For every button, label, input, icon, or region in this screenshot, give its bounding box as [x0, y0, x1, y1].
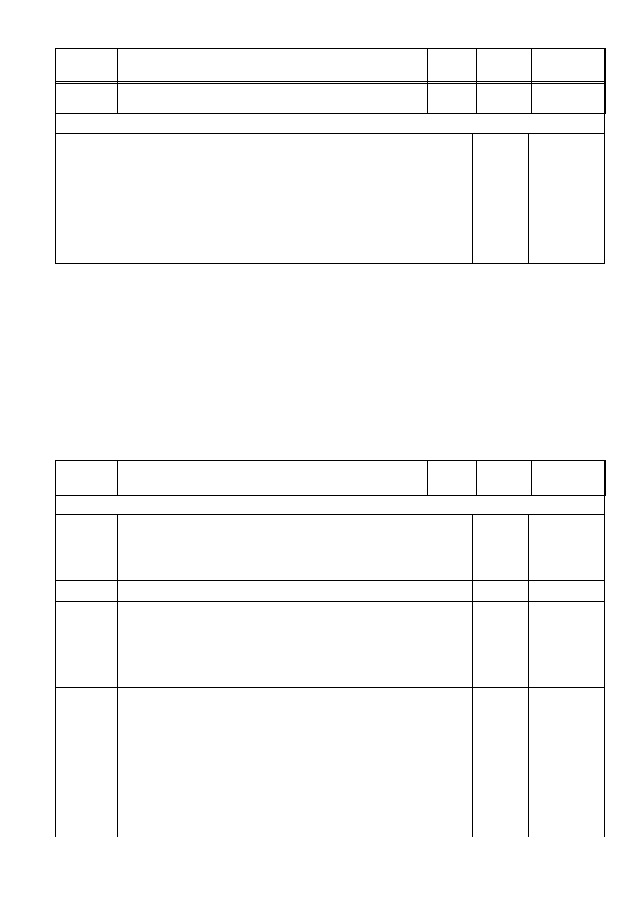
row-code — [56, 82, 118, 114]
row-unit — [428, 82, 477, 114]
header-price — [477, 461, 532, 496]
table-row — [55, 81, 606, 114]
header-name — [118, 49, 428, 84]
header-code — [56, 49, 118, 84]
header-price — [477, 49, 532, 84]
header-code — [56, 461, 118, 496]
header-unit — [428, 461, 477, 496]
table-header — [55, 460, 606, 496]
row-value — [532, 82, 606, 114]
header-name — [118, 461, 428, 496]
resource-table-009 — [55, 460, 605, 837]
cost-table-008 — [55, 48, 605, 264]
row-name — [118, 82, 428, 114]
table-header — [55, 48, 606, 84]
row-price — [477, 82, 532, 114]
header-id — [532, 461, 606, 496]
header-unit — [428, 49, 477, 84]
header-id — [532, 49, 606, 84]
